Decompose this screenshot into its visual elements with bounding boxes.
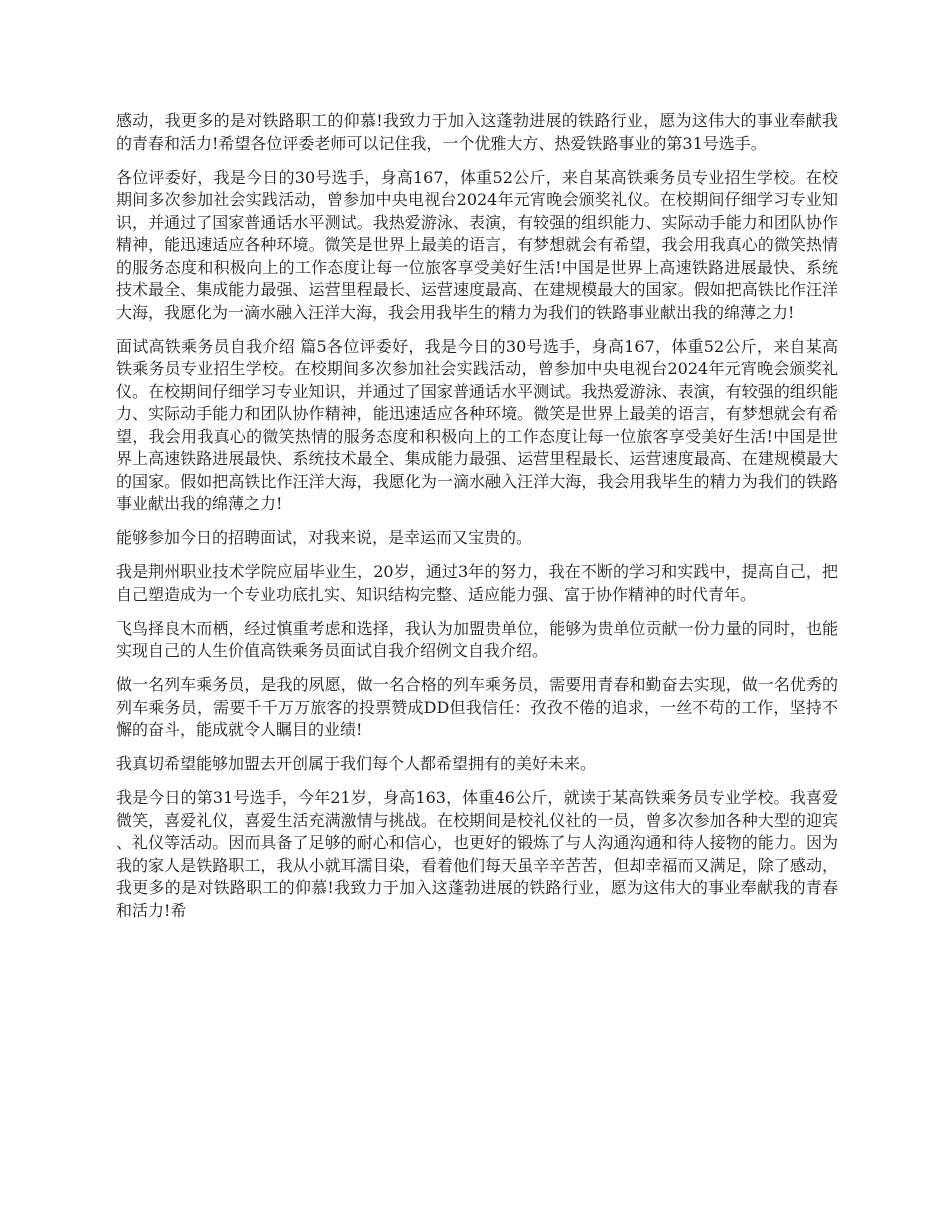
paragraph: 飞鸟择良木而栖，经过慎重考虑和选择，我认为加盟贵单位，能够为贵单位贡献一份力量的同时，也能实现自己的人生价值高铁乘务员面试自我介绍例文自我介绍。 (116, 618, 838, 660)
paragraph: 感动，我更多的是对铁路职工的仰慕!我致力于加入这蓬勃进展的铁路行业，愿为这伟大的事业奉献我的青春和活力!希望各位评委老师可以记住我，一个优雅大方、热爱铁路事业的第31号选手。 (116, 111, 838, 153)
paragraph: 各位评委好，我是今日的30号选手，身高167，体重52公斤，来自某高铁乘务员专业招生学校。在校期间多次参加社会实践活动，曾参加中央电视台2024年元宵晚会颁奖礼仪。在校期间仔细学习专业知识，并通过了国家普通话水平测试。我热爱游泳、表演，有较强的组织能力、实际动手能力和团队协作精神，能迅速适应各种环境。微笑是世界上最美的语言，有梦想就会有希望，我会用我真心的微笑热情的服务态度和积极向上的工作态度让每一位旅客享受美好生活!中国是世界上高速铁路进展最快、系统技术最全、集成能力最强、运营里程最长、运营速度最高、在建规模最大的国家。假如把高铁比作汪洋大海，我愿化为一滴水融入汪洋大海，我会用我毕生的精力为我们的铁路事业献出我的绵薄之力! (116, 167, 838, 322)
paragraph: 面试高铁乘务员自我介绍 篇5各位评委好，我是今日的30号选手，身高167，体重52公斤，来自某高铁乘务员专业招生学校。在校期间多次参加社会实践活动，曾参加中央电视台2024年元宵晚会颁奖礼仪。在校期间仔细学习专业知识，并通过了国家普通话水平测试。我热爱游泳、表演，有较强的组织能力、实际动手能力和团队协作精神，能迅速适应各种环境。微笑是世界上最美的语言，有梦想就会有希望，我会用我真心的微笑热情的服务态度和积极向上的工作态度让每一位旅客享受美好生活!中国是世界上高速铁路进展最快、系统技术最全、集成能力最强、运营里程最长、运营速度最高、在建规模最大的国家。假如把高铁比作汪洋大海，我愿化为一滴水融入汪洋大海，我会用我毕生的精力为我们的铁路事业献出我的绵薄之力! (116, 336, 838, 513)
paragraph: 我真切希望能够加盟去开创属于我们每个人都希望拥有的美好未来。 (116, 754, 597, 773)
paragraph: 做一名列车乘务员，是我的夙愿，做一名合格的列车乘务员，需要用青春和勤奋去实现，做一名优秀的列车乘务员，需要千千万万旅客的投票赞成DD但我信任：孜孜不倦的追求，一丝不苟的工作，坚持不懈的奋斗，能成就令人瞩目的业绩! (116, 675, 838, 739)
paragraph: 我是荆州职业技术学院应届毕业生，20岁，通过3年的努力，我在不断的学习和实践中，提高自己，把自己塑造成为一个专业功底扎实、知识结构完整、适应能力强、富于协作精神的时代青年。 (116, 562, 838, 604)
paragraph: 我是今日的第31号选手，今年21岁，身高163，体重46公斤，就读于某高铁乘务员专业学校。我喜爱微笑，喜爱礼仪，喜爱生活充满激情与挑战。在校期间是校礼仪社的一员，曾多次参加各种大型的迎宾、礼仪等活动。因而具备了足够的耐心和信心，也更好的锻炼了与人沟通沟通和待人接物的能力。因为我的家人是铁路职工，我从小就耳濡目染，看着他们每天虽辛辛苦苦，但却幸福而又满足，除了感动，我更多的是对铁路职工的仰慕!我致力于加入这蓬勃进展的铁路行业，愿为这伟大的事业奉献我的青春和活力!希 (116, 788, 838, 920)
paragraph: 能够参加今日的招聘面试，对我来说，是幸运而又宝贵的。 (116, 528, 533, 547)
document-page (116, 110, 838, 934)
